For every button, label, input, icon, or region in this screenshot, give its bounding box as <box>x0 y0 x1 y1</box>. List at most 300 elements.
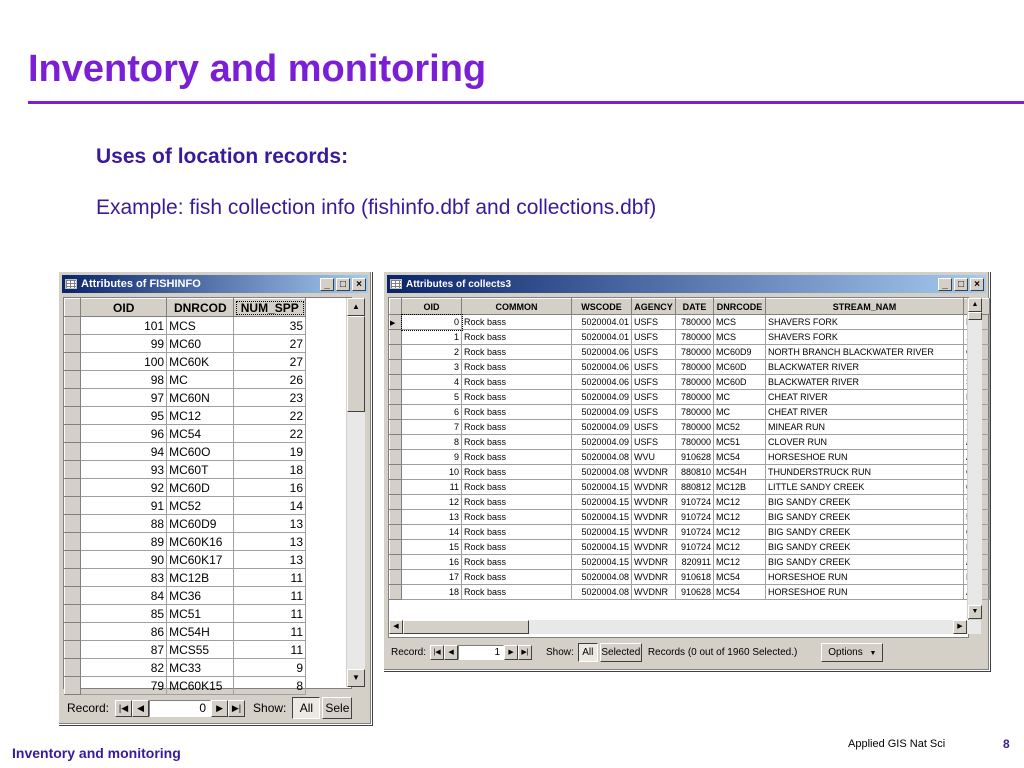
row-selector[interactable] <box>65 425 81 443</box>
table-row[interactable] <box>390 495 990 510</box>
table-cell[interactable]: 5020004.01 <box>572 330 632 345</box>
table-cell[interactable]: 10 <box>402 465 462 480</box>
collects-titlebar[interactable] <box>387 275 986 293</box>
table-row[interactable] <box>65 461 306 479</box>
table-cell[interactable]: THUNDERSTRUCK RUN <box>766 465 964 480</box>
table-cell[interactable]: 89 <box>81 533 167 551</box>
table-cell[interactable]: 22 <box>234 407 306 425</box>
table-cell[interactable]: 820911 <box>676 555 714 570</box>
table-cell[interactable]: 93 <box>81 461 167 479</box>
table-cell[interactable]: 780000 <box>676 420 714 435</box>
next-record-icon[interactable]: ▶ <box>504 645 518 660</box>
table-cell[interactable]: 100 <box>81 353 167 371</box>
table-cell[interactable]: 96 <box>81 425 167 443</box>
table-cell[interactable]: MC12B <box>714 480 766 495</box>
table-cell[interactable]: 5 <box>402 390 462 405</box>
table-row[interactable] <box>65 335 306 353</box>
table-cell[interactable]: 5020004.08 <box>572 570 632 585</box>
table-cell[interactable]: WVDNR <box>632 480 676 495</box>
table-cell[interactable]: Rock bass <box>462 585 572 600</box>
row-selector[interactable] <box>65 407 81 425</box>
table-row[interactable] <box>390 465 990 480</box>
table-cell[interactable]: 98 <box>81 371 167 389</box>
table-row[interactable] <box>65 515 306 533</box>
table-cell[interactable]: MCS <box>714 330 766 345</box>
table-cell[interactable]: Rock bass <box>462 510 572 525</box>
table-cell[interactable]: MC60K16 <box>167 533 234 551</box>
table-cell[interactable]: WVDNR <box>632 525 676 540</box>
table-cell[interactable]: 11 <box>234 605 306 623</box>
table-cell[interactable]: MCS55 <box>167 641 234 659</box>
table-cell[interactable]: 79 <box>81 677 167 695</box>
table-row[interactable] <box>65 443 306 461</box>
collects-grid[interactable] <box>388 297 969 638</box>
table-cell[interactable]: MC12 <box>167 407 234 425</box>
table-cell[interactable]: 8 <box>402 435 462 450</box>
scroll-thumb[interactable] <box>968 312 982 320</box>
table-row[interactable] <box>390 420 990 435</box>
row-selector[interactable] <box>390 555 402 570</box>
table-cell[interactable]: 5020004.15 <box>572 540 632 555</box>
table-cell[interactable]: 2 <box>402 345 462 360</box>
table-cell[interactable]: 5020004.09 <box>572 390 632 405</box>
table-cell[interactable]: 0 <box>402 315 462 330</box>
table-cell[interactable]: 910724 <box>676 510 714 525</box>
table-cell[interactable]: 82 <box>81 659 167 677</box>
table-cell[interactable]: 16 <box>402 555 462 570</box>
show-selected-button[interactable]: Sele <box>322 697 352 719</box>
table-cell[interactable]: MC52 <box>167 497 234 515</box>
collects-scrollbar[interactable] <box>967 298 982 619</box>
table-row[interactable] <box>65 569 306 587</box>
column-header[interactable]: OID <box>402 299 462 315</box>
table-cell[interactable]: 5020004.06 <box>572 345 632 360</box>
table-cell[interactable]: 5020004.08 <box>572 585 632 600</box>
table-cell[interactable]: WVDNR <box>632 510 676 525</box>
table-cell[interactable]: 97 <box>81 389 167 407</box>
column-header[interactable]: STREAM_NAM <box>766 299 964 315</box>
table-cell[interactable]: WVDNR <box>632 555 676 570</box>
table-cell[interactable]: MC33 <box>167 659 234 677</box>
table-cell[interactable]: BIG SANDY CREEK <box>766 525 964 540</box>
table-cell[interactable]: 910724 <box>676 525 714 540</box>
table-row[interactable] <box>65 641 306 659</box>
table-cell[interactable]: 910724 <box>676 540 714 555</box>
table-row[interactable] <box>390 570 990 585</box>
table-cell[interactable]: Rock bass <box>462 420 572 435</box>
row-selector[interactable] <box>390 495 402 510</box>
table-cell[interactable]: 91 <box>81 497 167 515</box>
column-header[interactable]: DNRCODE <box>714 299 766 315</box>
table-cell[interactable]: 11 <box>234 569 306 587</box>
table-cell[interactable]: MC12 <box>714 525 766 540</box>
row-selector[interactable] <box>390 360 402 375</box>
close-button[interactable]: × <box>970 278 984 291</box>
table-cell[interactable]: MC60D9 <box>714 345 766 360</box>
next-record-icon[interactable]: ▶ <box>211 700 228 717</box>
table-row[interactable] <box>390 435 990 450</box>
table-cell[interactable]: USFS <box>632 345 676 360</box>
table-cell[interactable]: 12 <box>402 495 462 510</box>
table-cell[interactable]: USFS <box>632 435 676 450</box>
record-number-input[interactable]: 1 <box>458 645 504 660</box>
table-cell[interactable]: 3 <box>402 360 462 375</box>
table-cell[interactable]: Rock bass <box>462 495 572 510</box>
table-cell[interactable]: 910618 <box>676 570 714 585</box>
table-cell[interactable]: 8 <box>234 677 306 695</box>
row-selector[interactable] <box>65 605 81 623</box>
last-record-icon[interactable]: ▶| <box>518 645 532 660</box>
row-selector[interactable] <box>390 345 402 360</box>
table-row[interactable] <box>65 353 306 371</box>
row-selector[interactable] <box>390 465 402 480</box>
table-cell[interactable]: Rock bass <box>462 540 572 555</box>
table-cell[interactable]: USFS <box>632 330 676 345</box>
table-row[interactable] <box>65 659 306 677</box>
table-row[interactable] <box>65 407 306 425</box>
table-cell[interactable]: 780000 <box>676 435 714 450</box>
table-cell[interactable]: 88 <box>81 515 167 533</box>
fishinfo-titlebar[interactable] <box>62 275 368 293</box>
table-cell[interactable]: 14 <box>234 497 306 515</box>
table-cell[interactable]: 11 <box>234 641 306 659</box>
table-row[interactable] <box>65 317 306 335</box>
table-cell[interactable]: MC36 <box>167 587 234 605</box>
table-cell[interactable]: MC12 <box>714 540 766 555</box>
table-row[interactable] <box>390 585 990 600</box>
table-cell[interactable]: WVDNR <box>632 495 676 510</box>
table-cell[interactable]: USFS <box>632 360 676 375</box>
table-cell[interactable]: 780000 <box>676 405 714 420</box>
row-selector[interactable] <box>390 315 402 330</box>
row-selector[interactable] <box>65 659 81 677</box>
table-cell[interactable]: 880810 <box>676 465 714 480</box>
table-cell[interactable]: 22 <box>234 425 306 443</box>
column-header[interactable]: OID <box>81 299 167 317</box>
table-cell[interactable]: MC54 <box>714 585 766 600</box>
table-row[interactable] <box>390 390 990 405</box>
table-cell[interactable]: 1 <box>402 330 462 345</box>
table-cell[interactable]: 84 <box>81 587 167 605</box>
table-cell[interactable]: WVU <box>632 450 676 465</box>
table-cell[interactable]: MC54H <box>714 465 766 480</box>
row-selector[interactable] <box>390 570 402 585</box>
table-row[interactable] <box>390 405 990 420</box>
row-selector[interactable] <box>65 533 81 551</box>
row-selector[interactable] <box>65 317 81 335</box>
table-cell[interactable]: MC60K17 <box>167 551 234 569</box>
table-cell[interactable]: 23 <box>234 389 306 407</box>
table-cell[interactable]: MC60O <box>167 443 234 461</box>
table-cell[interactable]: 19 <box>234 443 306 461</box>
table-cell[interactable]: MC51 <box>167 605 234 623</box>
table-cell[interactable]: MC54H <box>167 623 234 641</box>
table-cell[interactable]: 5020004.15 <box>572 525 632 540</box>
table-cell[interactable]: WVDNR <box>632 585 676 600</box>
table-cell[interactable]: LITTLE SANDY CREEK <box>766 480 964 495</box>
first-record-icon[interactable]: |◀ <box>115 700 132 717</box>
table-cell[interactable]: BIG SANDY CREEK <box>766 510 964 525</box>
table-cell[interactable]: WVDNR <box>632 540 676 555</box>
table-cell[interactable]: BLACKWATER RIVER <box>766 360 964 375</box>
table-cell[interactable]: 9 <box>402 450 462 465</box>
table-cell[interactable]: 5020004.15 <box>572 555 632 570</box>
row-selector[interactable] <box>390 420 402 435</box>
table-cell[interactable]: 780000 <box>676 360 714 375</box>
row-selector[interactable] <box>65 569 81 587</box>
table-cell[interactable]: Rock bass <box>462 525 572 540</box>
table-row[interactable] <box>65 371 306 389</box>
maximize-button[interactable]: □ <box>954 278 968 291</box>
table-cell[interactable]: CLOVER RUN <box>766 435 964 450</box>
row-selector[interactable] <box>390 450 402 465</box>
table-cell[interactable]: HORSESHOE RUN <box>766 450 964 465</box>
table-row[interactable] <box>390 510 990 525</box>
fishinfo-scrollbar[interactable] <box>346 298 365 687</box>
table-cell[interactable]: 17 <box>402 570 462 585</box>
table-row[interactable] <box>390 555 990 570</box>
column-header[interactable]: WSCODE <box>572 299 632 315</box>
table-cell[interactable]: USFS <box>632 315 676 330</box>
table-cell[interactable]: MC60D <box>167 479 234 497</box>
table-cell[interactable]: 13 <box>402 510 462 525</box>
table-cell[interactable]: 5020004.09 <box>572 435 632 450</box>
close-button[interactable]: × <box>352 278 366 291</box>
row-selector[interactable] <box>65 335 81 353</box>
scroll-thumb[interactable] <box>347 316 365 412</box>
row-selector[interactable] <box>390 435 402 450</box>
table-cell[interactable]: 780000 <box>676 315 714 330</box>
table-cell[interactable]: 5020004.06 <box>572 375 632 390</box>
scroll-left-arrow-icon[interactable]: ◀ <box>389 620 403 634</box>
row-selector[interactable] <box>65 371 81 389</box>
table-cell[interactable]: BLACKWATER RIVER <box>766 375 964 390</box>
table-cell[interactable]: 11 <box>402 480 462 495</box>
row-selector[interactable] <box>65 443 81 461</box>
table-cell[interactable]: 780000 <box>676 330 714 345</box>
table-cell[interactable]: HORSESHOE RUN <box>766 570 964 585</box>
table-cell[interactable]: 90 <box>81 551 167 569</box>
table-cell[interactable]: 5020004.15 <box>572 510 632 525</box>
column-header[interactable]: AGENCY <box>632 299 676 315</box>
show-all-button[interactable]: All <box>578 643 598 662</box>
table-cell[interactable]: 5020004.15 <box>572 495 632 510</box>
table-cell[interactable]: MCS <box>167 317 234 335</box>
table-cell[interactable]: 780000 <box>676 390 714 405</box>
show-all-button[interactable]: All <box>292 697 320 719</box>
scroll-up-arrow-icon[interactable]: ▲ <box>968 298 982 312</box>
row-selector[interactable] <box>65 551 81 569</box>
maximize-button[interactable]: □ <box>336 278 350 291</box>
table-cell[interactable]: USFS <box>632 375 676 390</box>
table-row[interactable] <box>65 677 306 695</box>
table-row[interactable] <box>65 425 306 443</box>
table-cell[interactable]: 83 <box>81 569 167 587</box>
row-selector[interactable] <box>390 525 402 540</box>
table-cell[interactable]: MC54 <box>714 450 766 465</box>
table-cell[interactable]: 86 <box>81 623 167 641</box>
table-cell[interactable]: Rock bass <box>462 375 572 390</box>
table-cell[interactable]: MC <box>714 405 766 420</box>
table-cell[interactable]: 13 <box>234 533 306 551</box>
table-cell[interactable]: MCS <box>714 315 766 330</box>
table-cell[interactable]: MC60D <box>714 375 766 390</box>
table-cell[interactable]: 5020004.01 <box>572 315 632 330</box>
table-cell[interactable]: Rock bass <box>462 435 572 450</box>
table-cell[interactable]: SHAVERS FORK <box>766 330 964 345</box>
table-cell[interactable]: MC60 <box>167 335 234 353</box>
first-record-icon[interactable]: |◀ <box>430 645 444 660</box>
row-selector[interactable] <box>65 623 81 641</box>
table-row[interactable] <box>65 389 306 407</box>
table-cell[interactable]: 13 <box>234 515 306 533</box>
table-cell[interactable]: 9 <box>234 659 306 677</box>
table-row[interactable] <box>390 345 990 360</box>
table-cell[interactable]: 26 <box>234 371 306 389</box>
table-row[interactable] <box>65 533 306 551</box>
table-cell[interactable]: Rock bass <box>462 480 572 495</box>
table-cell[interactable]: MC60N <box>167 389 234 407</box>
scroll-up-arrow-icon[interactable]: ▲ <box>347 298 365 316</box>
table-cell[interactable]: Rock bass <box>462 450 572 465</box>
table-cell[interactable]: MC60T <box>167 461 234 479</box>
h-scroll-thumb[interactable] <box>403 620 529 634</box>
row-selector[interactable] <box>65 461 81 479</box>
row-selector[interactable] <box>390 585 402 600</box>
table-row[interactable] <box>65 479 306 497</box>
row-selector[interactable] <box>390 330 402 345</box>
table-cell[interactable]: Rock bass <box>462 315 572 330</box>
table-cell[interactable]: MC60K <box>167 353 234 371</box>
scroll-down-arrow-icon[interactable]: ▼ <box>347 669 365 687</box>
table-cell[interactable]: 5020004.06 <box>572 360 632 375</box>
table-cell[interactable]: MC60D9 <box>167 515 234 533</box>
table-cell[interactable]: Rock bass <box>462 330 572 345</box>
collects-hscrollbar[interactable] <box>389 620 981 634</box>
fishinfo-grid[interactable] <box>63 297 352 693</box>
table-cell[interactable]: 11 <box>234 587 306 605</box>
table-cell[interactable]: MC12 <box>714 495 766 510</box>
table-cell[interactable]: Rock bass <box>462 465 572 480</box>
table-cell[interactable]: 95 <box>81 407 167 425</box>
table-cell[interactable]: 16 <box>234 479 306 497</box>
column-header[interactable]: DATE <box>676 299 714 315</box>
options-button[interactable] <box>821 643 883 662</box>
table-row[interactable] <box>390 375 990 390</box>
table-cell[interactable]: MC54 <box>714 570 766 585</box>
table-cell[interactable]: SHAVERS FORK <box>766 315 964 330</box>
table-cell[interactable]: 5020004.09 <box>572 420 632 435</box>
table-cell[interactable]: MC12 <box>714 510 766 525</box>
row-selector[interactable] <box>390 390 402 405</box>
table-cell[interactable]: 5020004.09 <box>572 405 632 420</box>
last-record-icon[interactable]: ▶| <box>228 700 245 717</box>
table-cell[interactable]: CHEAT RIVER <box>766 390 964 405</box>
record-number-input[interactable]: 0 <box>149 700 211 717</box>
table-row[interactable] <box>390 330 990 345</box>
show-selected-button[interactable]: Selected <box>600 643 642 662</box>
table-cell[interactable]: MC52 <box>714 420 766 435</box>
table-cell[interactable]: Rock bass <box>462 360 572 375</box>
table-cell[interactable]: 5020004.15 <box>572 480 632 495</box>
table-cell[interactable]: 780000 <box>676 375 714 390</box>
row-selector[interactable] <box>65 515 81 533</box>
table-row[interactable] <box>65 497 306 515</box>
table-row[interactable] <box>65 605 306 623</box>
table-cell[interactable]: 35 <box>234 317 306 335</box>
table-cell[interactable]: 94 <box>81 443 167 461</box>
table-cell[interactable]: MC54 <box>167 425 234 443</box>
table-cell[interactable]: BIG SANDY CREEK <box>766 540 964 555</box>
row-selector[interactable] <box>65 353 81 371</box>
table-cell[interactable]: 910628 <box>676 450 714 465</box>
table-cell[interactable]: 101 <box>81 317 167 335</box>
table-cell[interactable]: MC12B <box>167 569 234 587</box>
prev-record-icon[interactable]: ◀ <box>444 645 458 660</box>
table-cell[interactable]: 18 <box>402 585 462 600</box>
table-cell[interactable]: MC <box>714 390 766 405</box>
table-cell[interactable]: Rock bass <box>462 570 572 585</box>
row-selector[interactable] <box>65 677 81 695</box>
table-cell[interactable]: 780000 <box>676 345 714 360</box>
table-cell[interactable]: MINEAR RUN <box>766 420 964 435</box>
table-cell[interactable]: MC51 <box>714 435 766 450</box>
table-cell[interactable]: HORSESHOE RUN <box>766 585 964 600</box>
table-row[interactable] <box>390 315 990 330</box>
table-row[interactable] <box>390 525 990 540</box>
minimize-button[interactable]: _ <box>938 278 952 291</box>
table-cell[interactable]: 13 <box>234 551 306 569</box>
table-cell[interactable]: 7 <box>402 420 462 435</box>
table-cell[interactable]: 4 <box>402 375 462 390</box>
row-selector[interactable] <box>390 405 402 420</box>
table-cell[interactable]: USFS <box>632 420 676 435</box>
row-selector[interactable] <box>65 641 81 659</box>
table-row[interactable] <box>65 623 306 641</box>
row-selector[interactable] <box>65 497 81 515</box>
table-cell[interactable]: MC <box>167 371 234 389</box>
table-cell[interactable]: WVDNR <box>632 570 676 585</box>
table-cell[interactable]: MC12 <box>714 555 766 570</box>
prev-record-icon[interactable]: ◀ <box>132 700 149 717</box>
table-cell[interactable]: Rock bass <box>462 405 572 420</box>
table-cell[interactable]: 11 <box>234 623 306 641</box>
table-cell[interactable]: 6 <box>402 405 462 420</box>
table-cell[interactable]: CHEAT RIVER <box>766 405 964 420</box>
row-selector[interactable] <box>390 375 402 390</box>
table-cell[interactable]: 85 <box>81 605 167 623</box>
table-cell[interactable]: NORTH BRANCH BLACKWATER RIVER <box>766 345 964 360</box>
column-header[interactable]: COMMON <box>462 299 572 315</box>
scroll-right-arrow-icon[interactable]: ▶ <box>953 620 967 634</box>
table-cell[interactable]: USFS <box>632 390 676 405</box>
table-cell[interactable]: 18 <box>234 461 306 479</box>
table-cell[interactable]: WVDNR <box>632 465 676 480</box>
table-cell[interactable]: 880812 <box>676 480 714 495</box>
column-header[interactable]: NUM_SPP <box>234 299 306 317</box>
row-selector[interactable] <box>390 480 402 495</box>
row-selector[interactable] <box>65 479 81 497</box>
table-cell[interactable]: Rock bass <box>462 345 572 360</box>
table-cell[interactable]: Rock bass <box>462 555 572 570</box>
table-cell[interactable]: Rock bass <box>462 390 572 405</box>
table-cell[interactable]: 14 <box>402 525 462 540</box>
column-header[interactable]: DNRCOD <box>167 299 234 317</box>
row-selector[interactable] <box>65 389 81 407</box>
table-cell[interactable]: 27 <box>234 353 306 371</box>
table-row[interactable] <box>390 540 990 555</box>
table-cell[interactable]: 27 <box>234 335 306 353</box>
